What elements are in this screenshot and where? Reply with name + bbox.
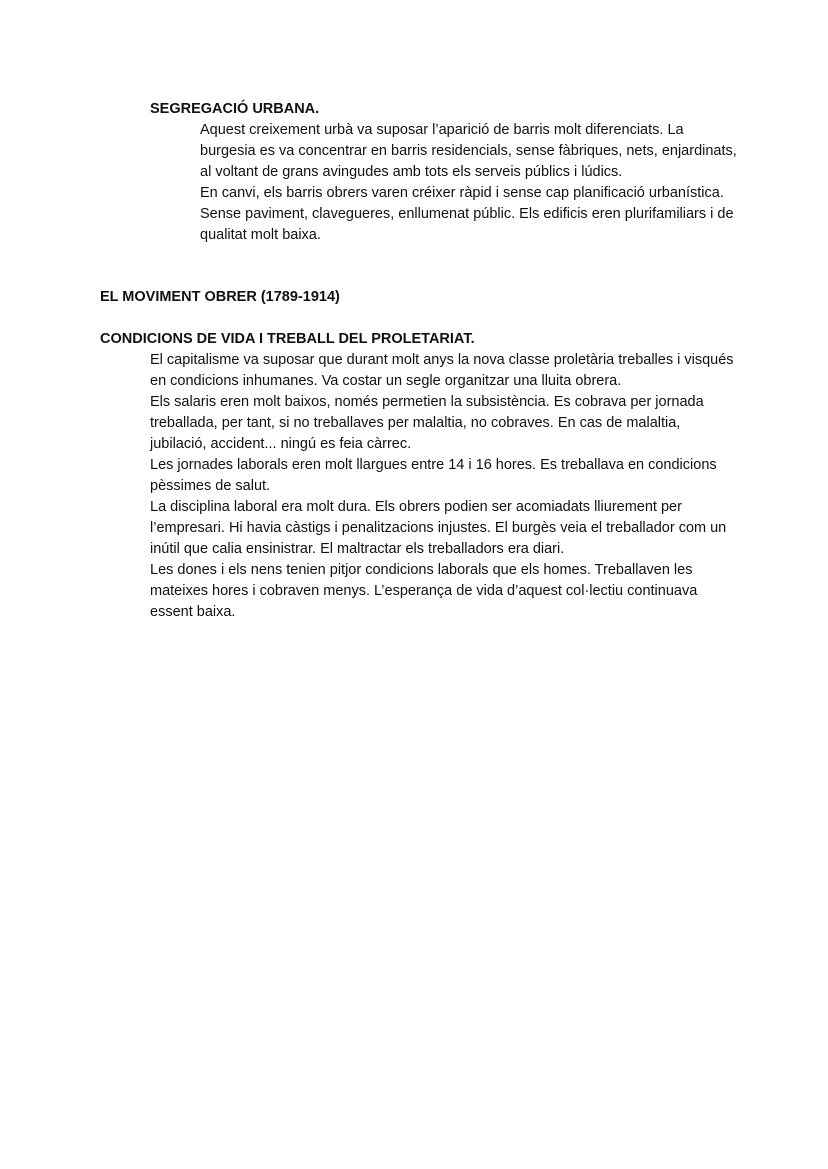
- paragraph: El capitalisme va suposar que durant molt anys la nova classe proletària treballes i visqués en condicions inhumanes. Va costar un segle organitzar una lluita obrera.: [150, 352, 734, 389]
- paragraph: En canvi, els barris obrers varen créixer ràpid i sense cap planificació urbanística. Sense paviment, clavegueres, enllumenat públic. Els edificis eren plurifamiliars i de qualitat molt baixa.: [200, 185, 734, 243]
- paragraph: Aquest creixement urbà va suposar l’aparició de barris molt diferenciats. La burgesia es va concentrar en barris residencials, sense fàbriques, nets, enjardinats, al voltant de grans avingudes amb tots els serveis públics i lúdics.: [200, 122, 737, 180]
- paragraph: La disciplina laboral era molt dura. Els obrers podien ser acomiadats lliurement per l’empresari. Hi havia càstigs i penalitzacions injustes. El burgès veia el treballador com un inútil que calia ensinistrar. El maltractar els treballadors era diari.: [150, 499, 727, 557]
- paragraph: Les dones i els nens tenien pitjor condicions laborals que els homes. Treballaven les mateixes hores i cobraven menys. L’esperança de vida d’aquest col·lectiu continuava essent baixa.: [150, 562, 698, 620]
- paragraph: Les jornades laborals eren molt llargues entre 14 i 16 hores. Es treballava en condicions pèssimes de salut.: [150, 457, 717, 494]
- paragraph: Els salaris eren molt baixos, només permetien la subsistència. Es cobrava per jornada treballada, per tant, si no treballaves per malaltia, no cobraves. En cas de malaltia, jubilació, accident... ningú es feia càrrec.: [150, 394, 704, 452]
- section-heading-segregacio: SEGREGACIÓ URBANA.: [150, 101, 320, 117]
- section-heading-condicions: CONDICIONS DE VIDA I TREBALL DEL PROLETARIAT.: [100, 331, 475, 347]
- section-body-condicions: [150, 350, 740, 623]
- section-heading-moviment-obrer: EL MOVIMENT OBRER (1789-1914): [100, 289, 340, 305]
- section-body-segregacio: [200, 120, 740, 246]
